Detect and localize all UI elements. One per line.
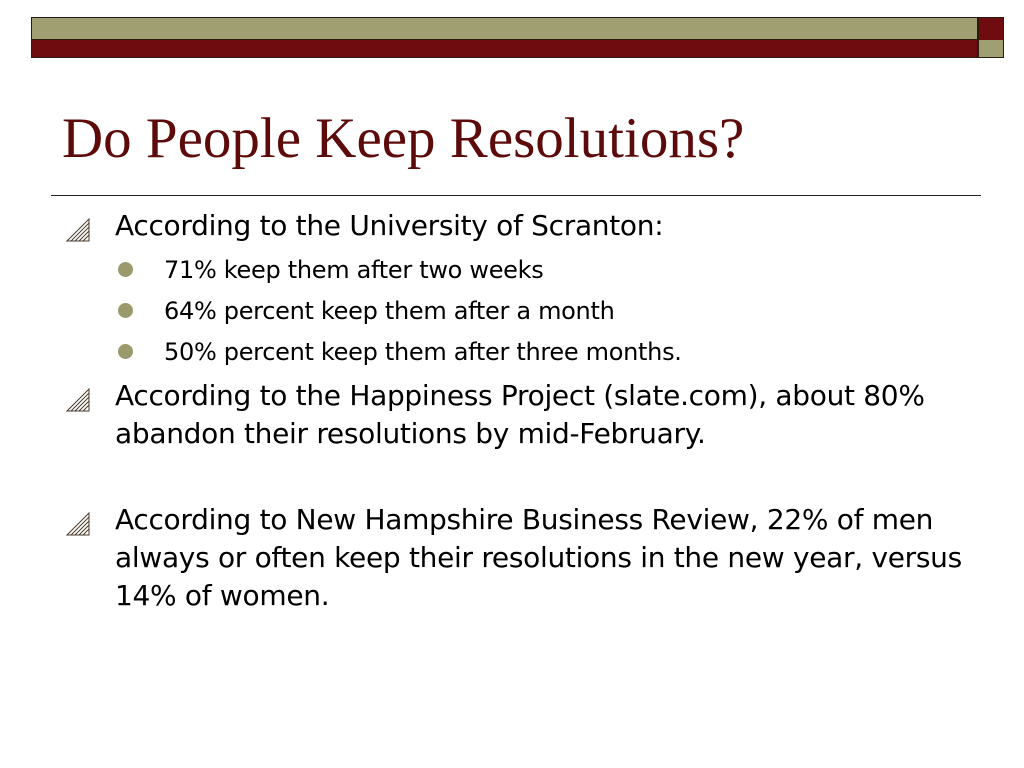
header-bar-maroon [31,40,978,58]
bullet-nh-business-review: According to New Hampshire Business Review, 22% of men always or often keep their resolutions in the new year, versus 14% of women. [115,503,962,612]
olive-dot-icon [118,344,133,359]
header-square-maroon [978,17,1004,41]
header-square-olive [978,40,1004,58]
olive-dot-icon [118,262,133,277]
header-bar-olive [31,17,978,40]
bullet-happiness-project: According to the Happiness Project (slate.com), about 80% abandon their resolutions by mid-February. [115,379,925,450]
hatched-triangle-icon [66,388,90,412]
slide-title: Do People Keep Resolutions? [62,107,745,170]
title-divider [51,195,981,196]
sub-bullet-two-weeks: 71% keep them after two weeks [164,256,544,284]
olive-dot-icon [118,303,133,318]
sub-bullet-one-month: 64% percent keep them after a month [164,297,615,325]
sub-bullet-three-months: 50% percent keep them after three months. [164,338,682,366]
hatched-triangle-icon [66,512,90,536]
bullet-university-of-scranton: According to the University of Scranton: [115,209,664,242]
hatched-triangle-icon [66,218,90,242]
